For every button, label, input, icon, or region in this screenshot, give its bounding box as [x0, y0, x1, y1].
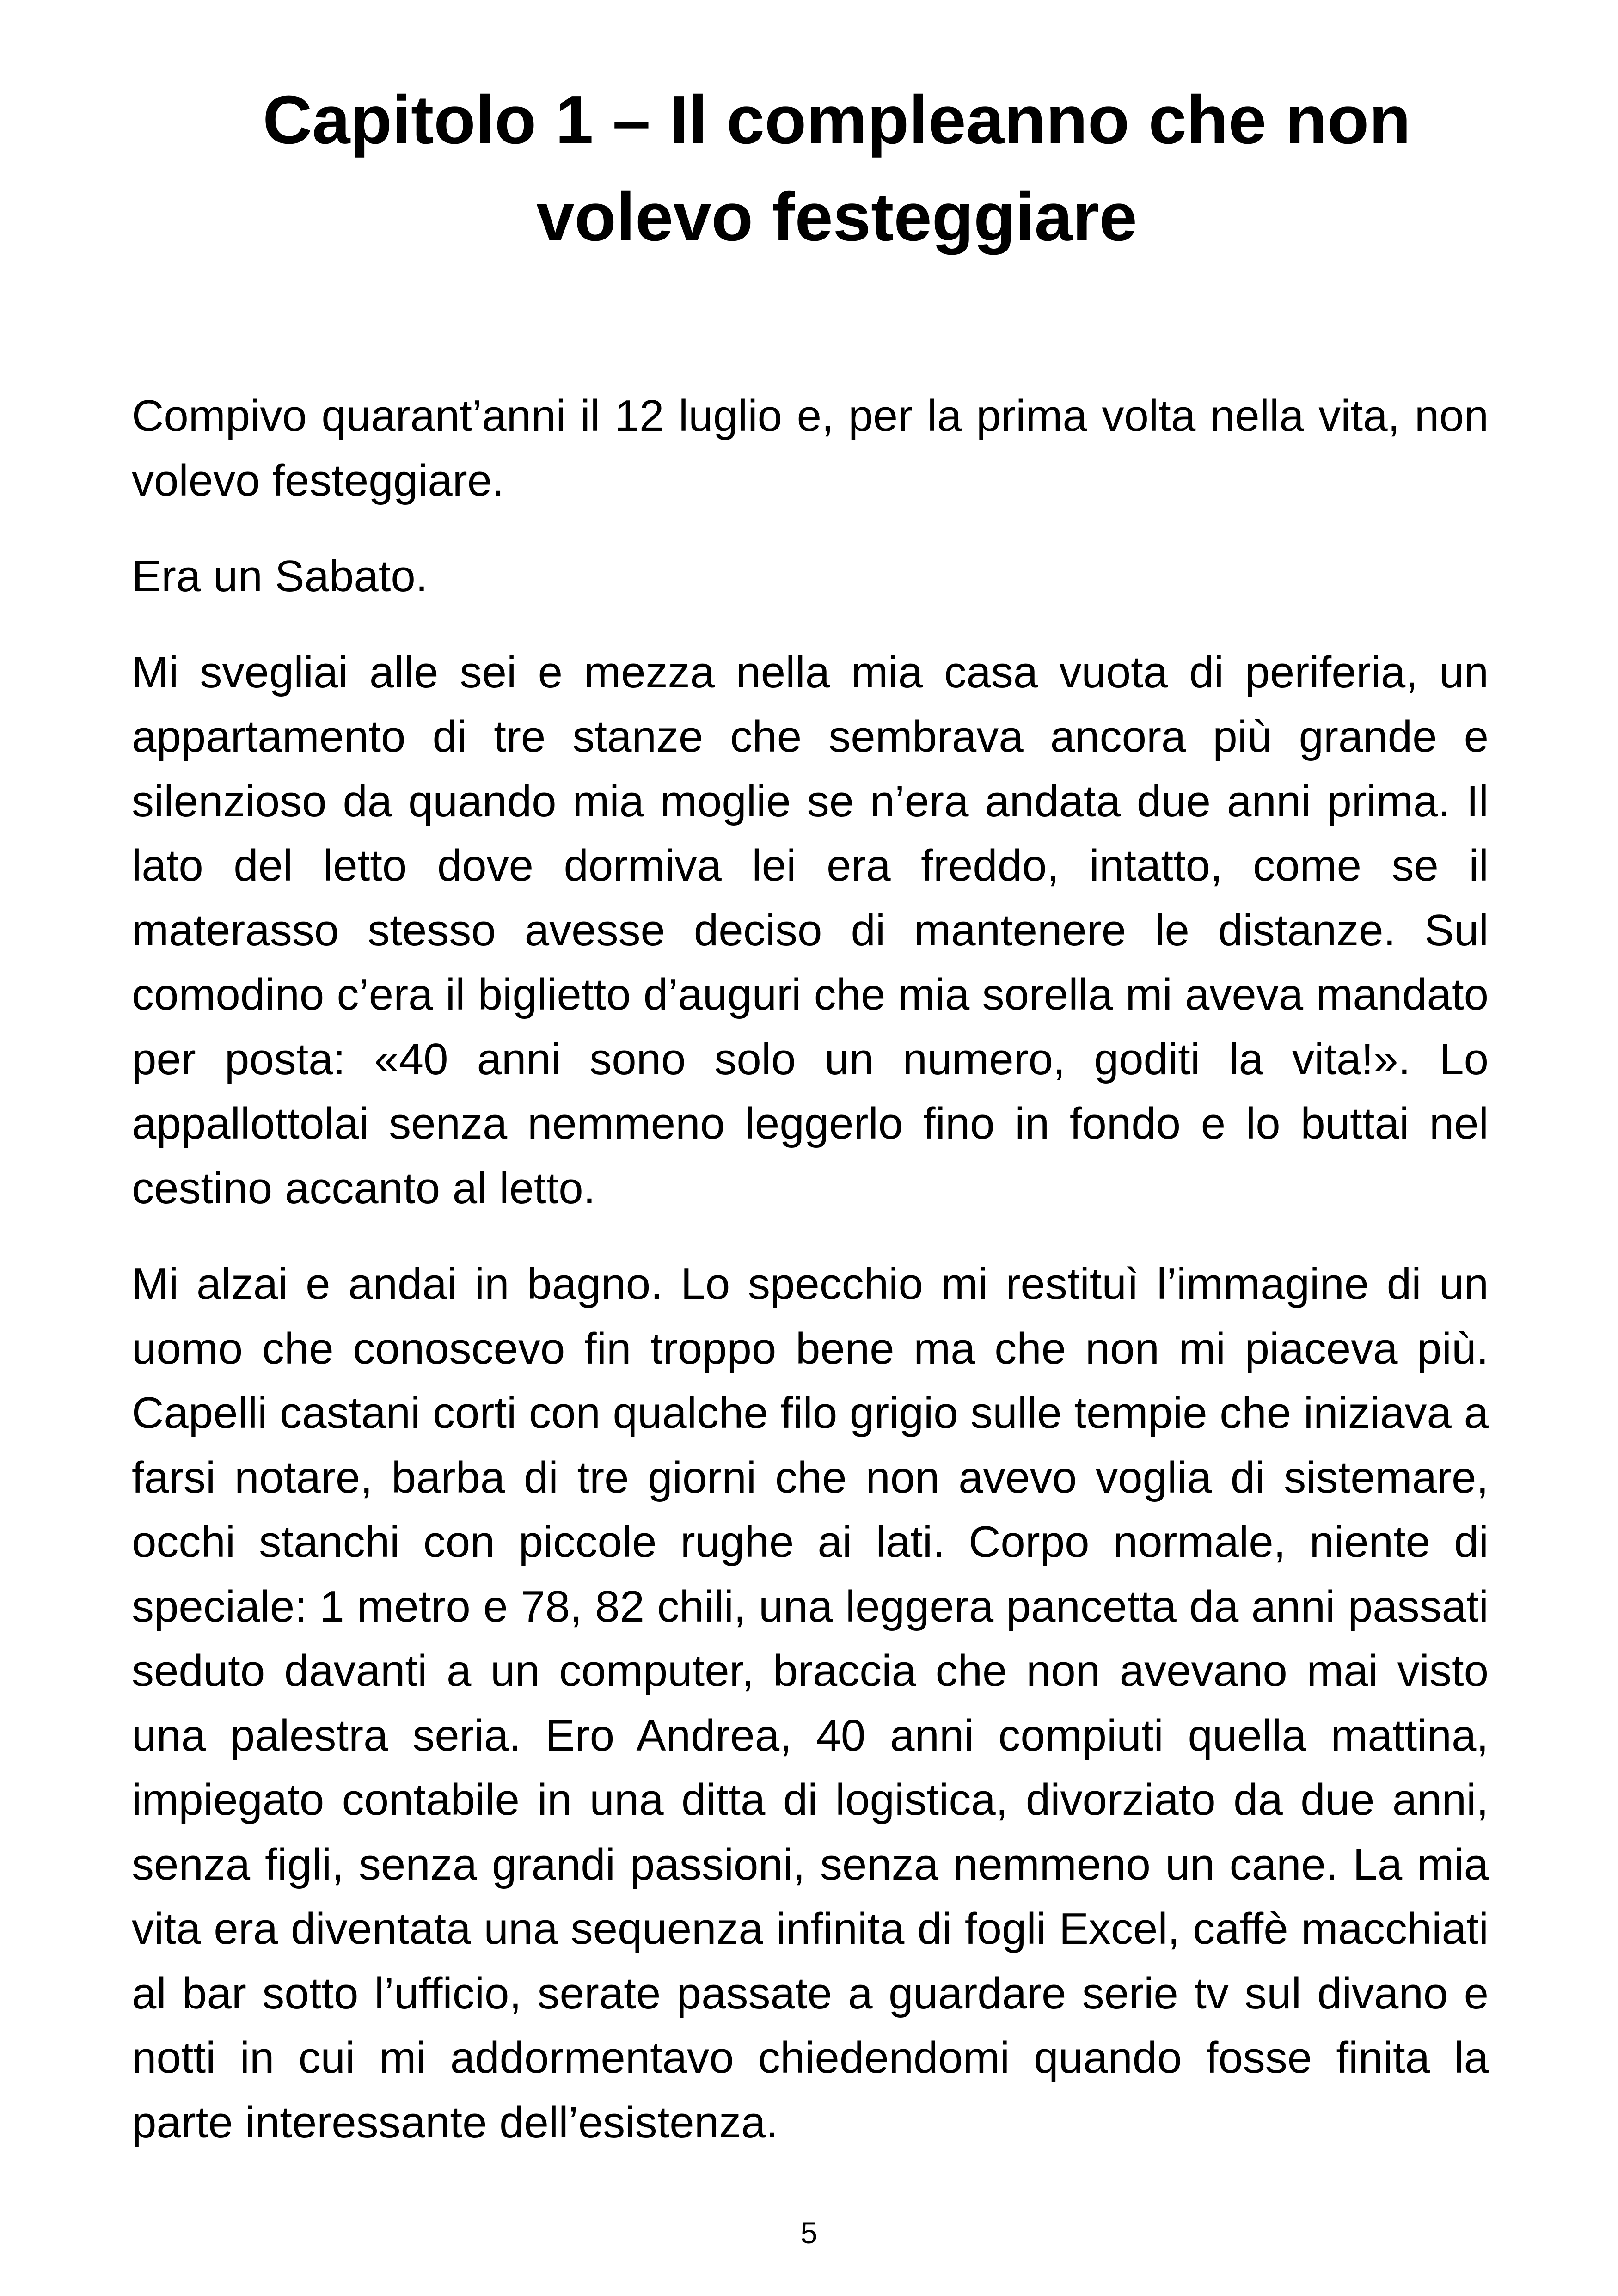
paragraph: Compivo quarant’anni il 12 luglio e, per la prima volta nella vita, non volevo festeggiare.	[132, 391, 1489, 505]
paragraph: Era un Sabato.	[132, 551, 428, 601]
paragraph: Mi svegliai alle sei e mezza nella mia casa vuota di periferia, un appartamento di tre stanze che sembrava ancora più grande e silenzioso da quando mia moglie se n’era andata due anni prima. Il lato del letto dove dormiva lei era freddo, intatto, come se il materasso stesso avesse deciso di mantenere le distanze. Sul comodino c’era il biglietto d’auguri che mia sorella mi aveva mandato per posta: «40 anni sono solo un numero, goditi la vita!». Lo appallottolai senza nemmeno leggerlo fino in fondo e lo buttai nel cestino accanto al letto.	[132, 647, 1489, 1213]
paragraph: Mi alzai e andai in bagno. Lo specchio mi restituì l’immagine di un uomo che conoscevo fin troppo bene ma che non mi piaceva più. Capelli castani corti con qualche filo grigio sulle tempie che iniziava a farsi notare, barba di tre giorni che non avevo voglia di sistemare, occhi stanchi con piccole rughe ai lati. Corpo normale, niente di speciale: 1 metro e 78, 82 chili, una leggera pancetta da anni passati seduto davanti a un computer, braccia che non avevano mai visto una palestra seria. Ero Andrea, 40 anni compiuti quella mattina, impiegato contabile in una ditta di logistica, divorziato da due anni, senza figli, senza grandi passioni, senza nemmeno un cane. La mia vita era diventata una sequenza infinita di fogli Excel, caffè macchiati al bar sotto l’ufficio, serate passate a guardare serie tv sul divano e notti in cui mi addormentavo chiedendomi quando fosse finita la parte interessante dell’esistenza.	[132, 1259, 1489, 2147]
chapter-body	[132, 384, 1489, 2186]
page-number: 5	[800, 2216, 818, 2250]
chapter-title: Capitolo 1 – Il compleanno che non volevo festeggiare	[263, 82, 1411, 255]
